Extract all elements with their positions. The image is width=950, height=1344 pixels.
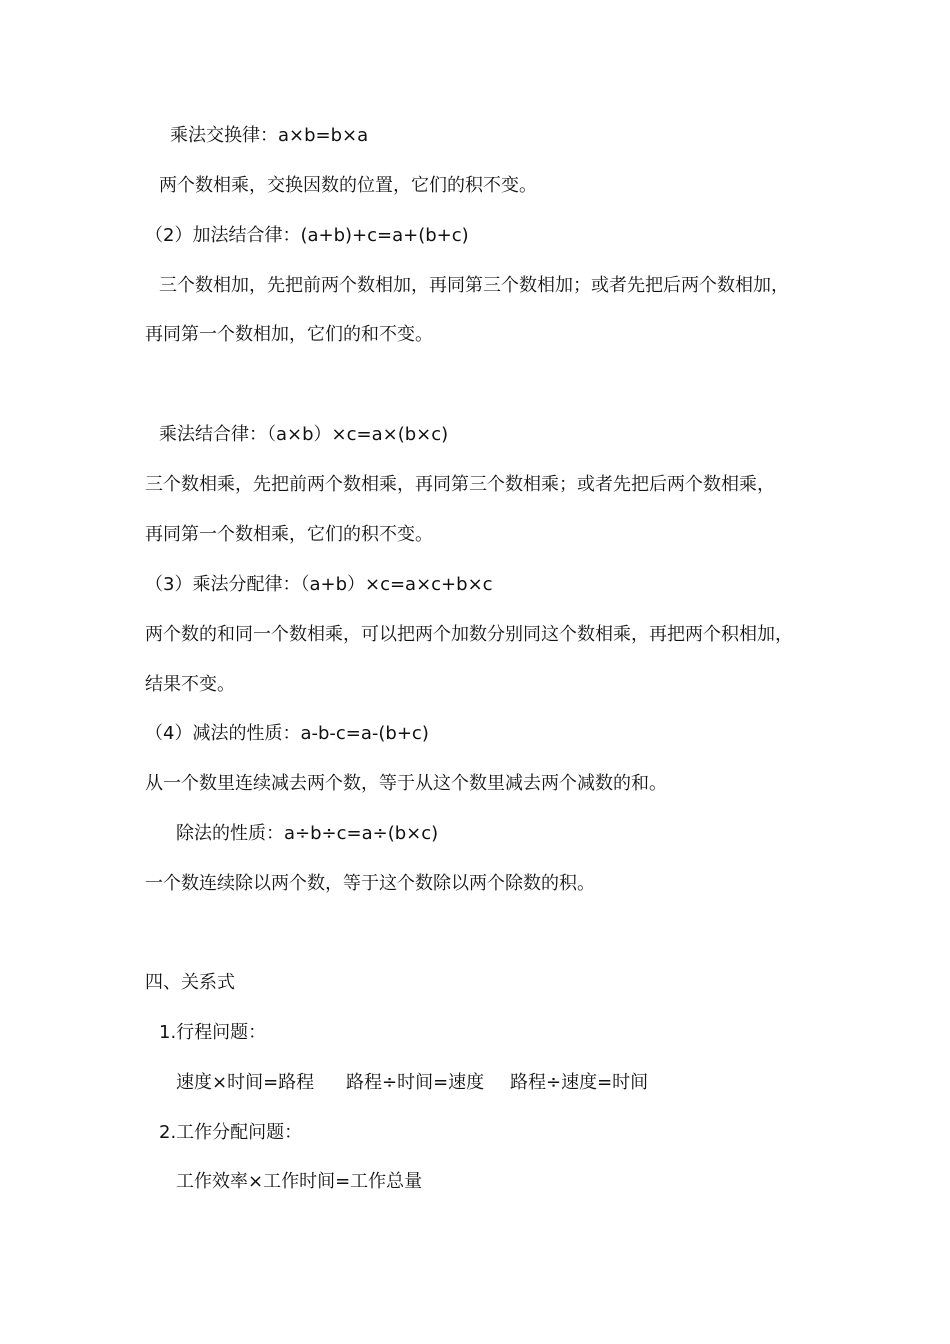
multiplication-associative-desc-2: 再同第一个数相乘，它们的积不变。 — [145, 524, 433, 545]
distributive-desc-2: 结果不变。 — [145, 674, 235, 695]
distributive-law: （3）乘法分配律：（a+b）×c=a×c+b×c — [145, 574, 493, 595]
addition-associative-desc-2: 再同第一个数相加，它们的和不变。 — [145, 324, 433, 345]
subtraction-property: （4）减法的性质：a-b-c=a-(b+c) — [145, 723, 429, 744]
travel-formula-speed: 路程÷时间=速度 — [346, 1072, 485, 1093]
division-property: 除法的性质：a÷b÷c=a÷(b×c) — [176, 823, 439, 844]
multiplication-associative-desc-1: 三个数相乘，先把前两个数相乘，再同第三个数相乘；或者先把后两个数相乘， — [145, 474, 775, 495]
division-property-desc: 一个数连续除以两个数，等于这个数除以两个除数的积。 — [145, 873, 595, 894]
multiplication-associative-law: 乘法结合律：（a×b）×c=a×(b×c) — [159, 424, 449, 445]
multiplication-commutative-desc: 两个数相乘，交换因数的位置，它们的积不变。 — [159, 175, 537, 196]
addition-associative-law: （2）加法结合律：(a+b)+c=a+(b+c) — [145, 225, 469, 246]
addition-associative-desc-1: 三个数相加，先把前两个数相加，再同第三个数相加；或者先把后两个数相加， — [159, 275, 789, 296]
section-heading-relations: 四、关系式 — [145, 972, 235, 993]
travel-formula-distance: 速度×时间=路程 — [176, 1072, 315, 1093]
subtraction-property-desc: 从一个数里连续减去两个数，等于从这个数里减去两个减数的和。 — [145, 773, 667, 794]
work-formula: 工作效率×工作时间=工作总量 — [176, 1171, 423, 1192]
multiplication-commutative-law: 乘法交换律：a×b=b×a — [170, 125, 369, 146]
travel-formula-time: 路程÷速度=时间 — [510, 1072, 649, 1093]
travel-problem-heading: 1.行程问题： — [159, 1022, 267, 1043]
distributive-desc-1: 两个数的和同一个数相乘，可以把两个加数分别同这个数相乘，再把两个积相加， — [145, 624, 793, 645]
work-problem-heading: 2.工作分配问题： — [159, 1122, 303, 1143]
